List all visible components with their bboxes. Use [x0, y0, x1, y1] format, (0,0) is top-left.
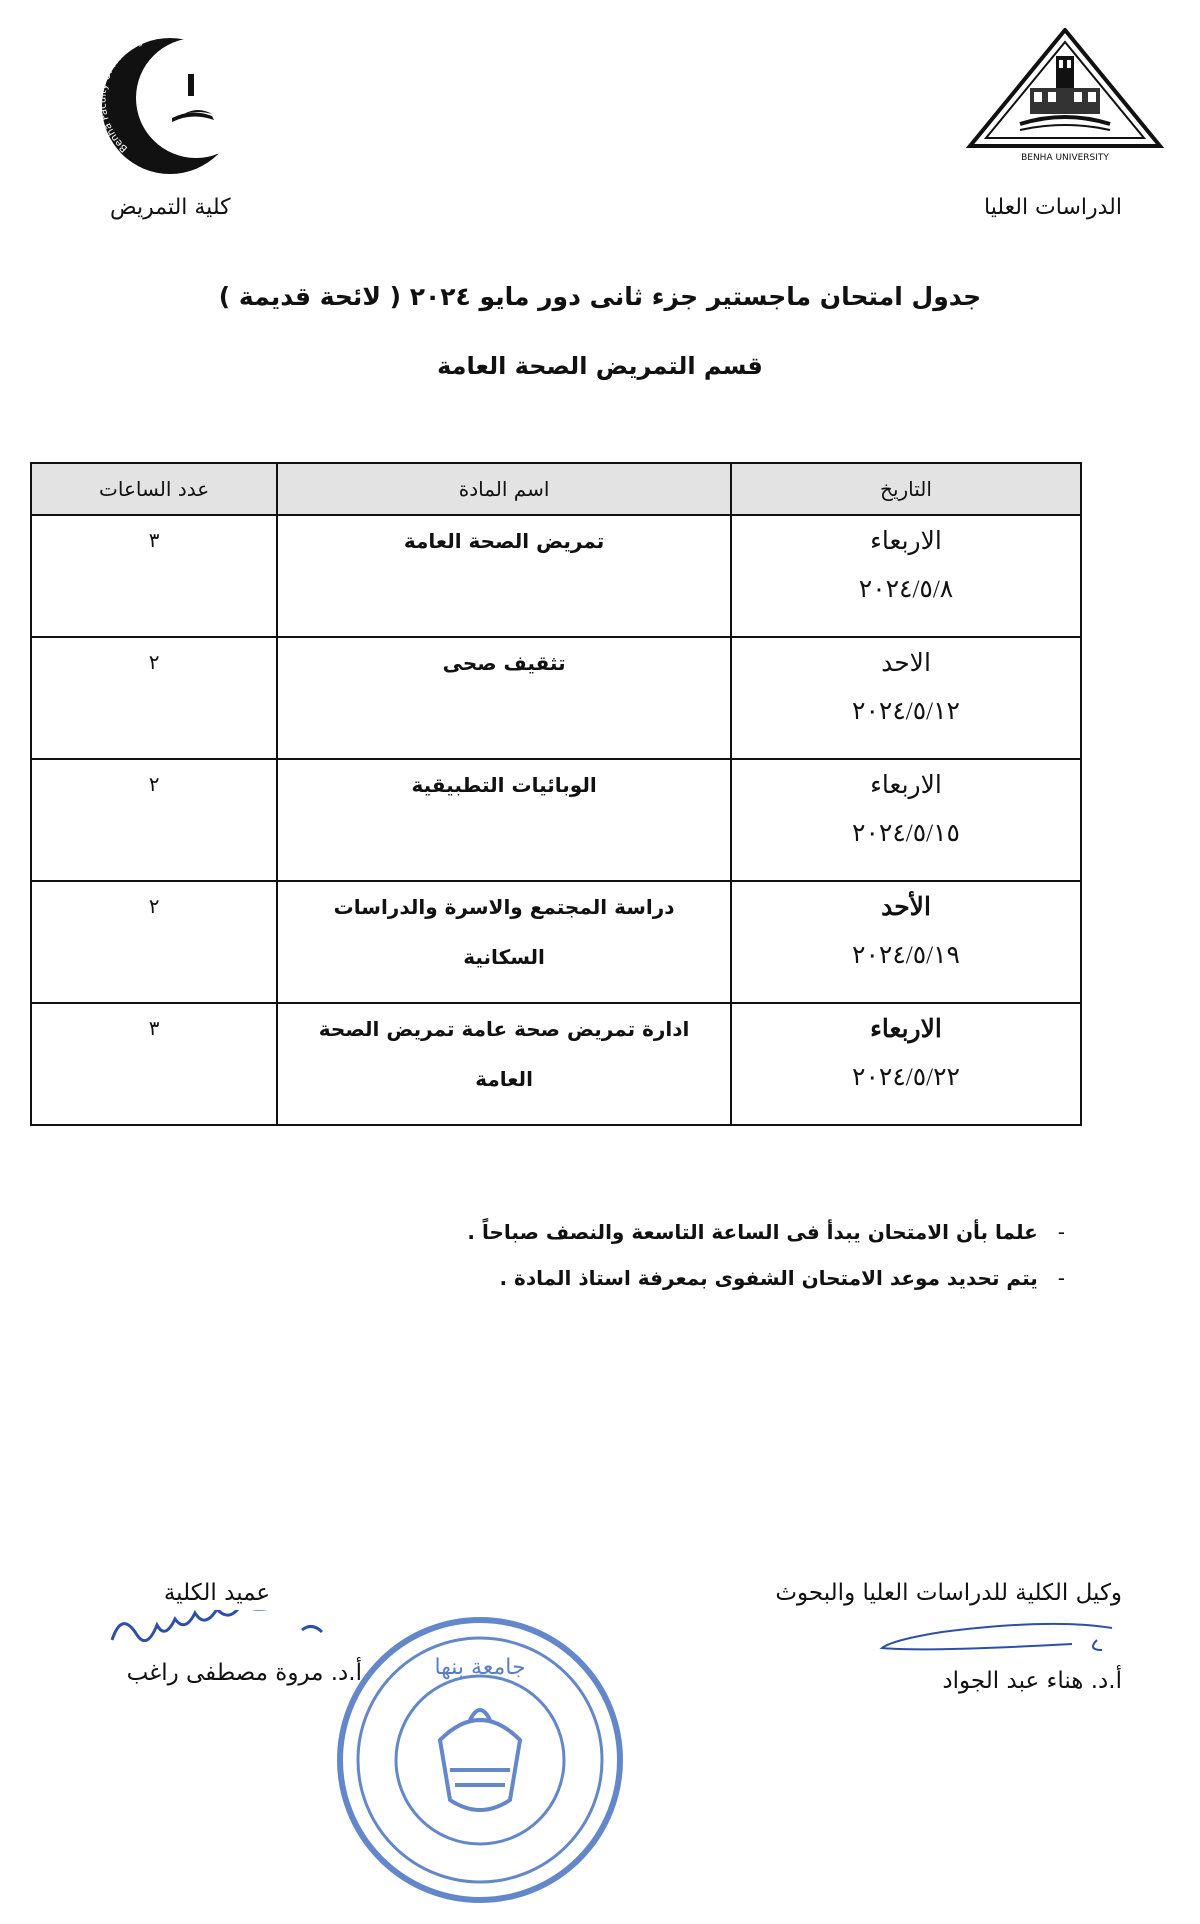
date-cell	[731, 759, 1081, 881]
day-name: الاربعاء	[870, 528, 942, 555]
notes-list	[467, 1220, 1065, 1312]
day-name: الأحد	[881, 894, 931, 921]
faculty-label: كلية التمريض	[110, 195, 231, 220]
header-subject: اسم المادة	[277, 463, 731, 515]
note-item: -علما بأن الامتحان يبدأ فى الساعة التاسعة والنصف صباحاً .	[467, 1220, 1065, 1244]
date-cell	[731, 1003, 1081, 1125]
subject-cell	[277, 881, 731, 1003]
dean-name: أ.د. مروة مصطفى راغب	[126, 1660, 362, 1686]
date-cell	[731, 515, 1081, 637]
hours-cell	[31, 881, 277, 1003]
hours-value: ٣	[148, 528, 160, 552]
note-text: علما بأن الامتحان يبدأ فى الساعة التاسعة والنصف صباحاً .	[467, 1220, 1038, 1244]
university-logo	[960, 28, 1170, 168]
exam-date: ٢٠٢٤/٥/٢٢	[852, 1064, 960, 1091]
subject-name: ادارة تمريض صحة عامة تمريض الصحة العامة	[318, 1017, 690, 1091]
hours-cell	[31, 637, 277, 759]
university-logo-text: BENHA UNIVERSITY	[1021, 153, 1109, 163]
subject-cell	[277, 637, 731, 759]
subject-name: دراسة المجتمع والاسرة والدراسات السكانية	[333, 895, 675, 969]
table-row	[31, 881, 1081, 1003]
exam-date: ٢٠٢٤/٥/١٢	[852, 698, 960, 725]
exam-date: ٢٠٢٤/٥/١٥	[852, 820, 960, 847]
date-cell	[731, 637, 1081, 759]
note-text: يتم تحديد موعد الامتحان الشفوى بمعرفة استاذ المادة .	[499, 1266, 1038, 1290]
hours-value: ٢	[148, 894, 160, 918]
department-title: قسم التمريض الصحة العامة	[437, 352, 763, 380]
table-header-row	[31, 463, 1081, 515]
subject-name: تمريض الصحة العامة	[403, 529, 605, 553]
hours-cell	[31, 1003, 277, 1125]
table-row	[31, 1003, 1081, 1125]
hours-value: ٢	[148, 650, 160, 674]
faculty-logo	[88, 30, 248, 180]
hours-value: ٢	[148, 772, 160, 796]
vice-dean-signature-scribble	[842, 1612, 1122, 1662]
hours-value: ٣	[148, 1016, 160, 1040]
graduate-studies-label: الدراسات العليا	[984, 195, 1122, 220]
subject-name: تثقيف صحى	[442, 651, 566, 675]
exam-date: ٢٠٢٤/٥/٨	[858, 576, 954, 603]
subject-name: الوبائيات التطبيقية	[411, 773, 597, 797]
date-cell	[731, 881, 1081, 1003]
header-hours: عدد الساعات	[31, 463, 277, 515]
subject-cell	[277, 515, 731, 637]
day-name: الاربعاء	[870, 1016, 942, 1043]
dean-signature-scribble	[102, 1610, 352, 1656]
vice-dean-name: أ.د. هناء عبد الجواد	[942, 1668, 1122, 1694]
vice-dean-signature	[775, 1580, 1122, 1694]
stamp-text: جامعة بنها	[434, 1655, 526, 1680]
subject-cell	[277, 759, 731, 881]
table-row	[31, 759, 1081, 881]
header-date: التاريخ	[731, 463, 1081, 515]
day-name: الاربعاء	[870, 772, 942, 799]
note-item: -يتم تحديد موعد الامتحان الشفوى بمعرفة استاذ المادة .	[499, 1266, 1065, 1290]
hours-cell	[31, 515, 277, 637]
page-title: جدول امتحان ماجستير جزء ثانى دور مايو ٢٠٢٤ ( لائحة قديمة )	[218, 282, 982, 311]
exam-schedule-table	[30, 462, 1082, 1126]
table-row	[31, 515, 1081, 637]
dean-title: عميد الكلية	[163, 1580, 271, 1606]
subject-cell	[277, 1003, 731, 1125]
exam-date: ٢٠٢٤/٥/١٩	[852, 942, 960, 969]
hours-cell	[31, 759, 277, 881]
vice-dean-title: وكيل الكلية للدراسات العليا والبحوث	[775, 1580, 1122, 1606]
official-stamp	[320, 1600, 640, 1920]
dean-signature	[72, 1580, 362, 1686]
table-row	[31, 637, 1081, 759]
faculty-logo-text: Benha Faculty Of Nursing	[97, 35, 145, 154]
day-name: الاحد	[881, 650, 931, 677]
